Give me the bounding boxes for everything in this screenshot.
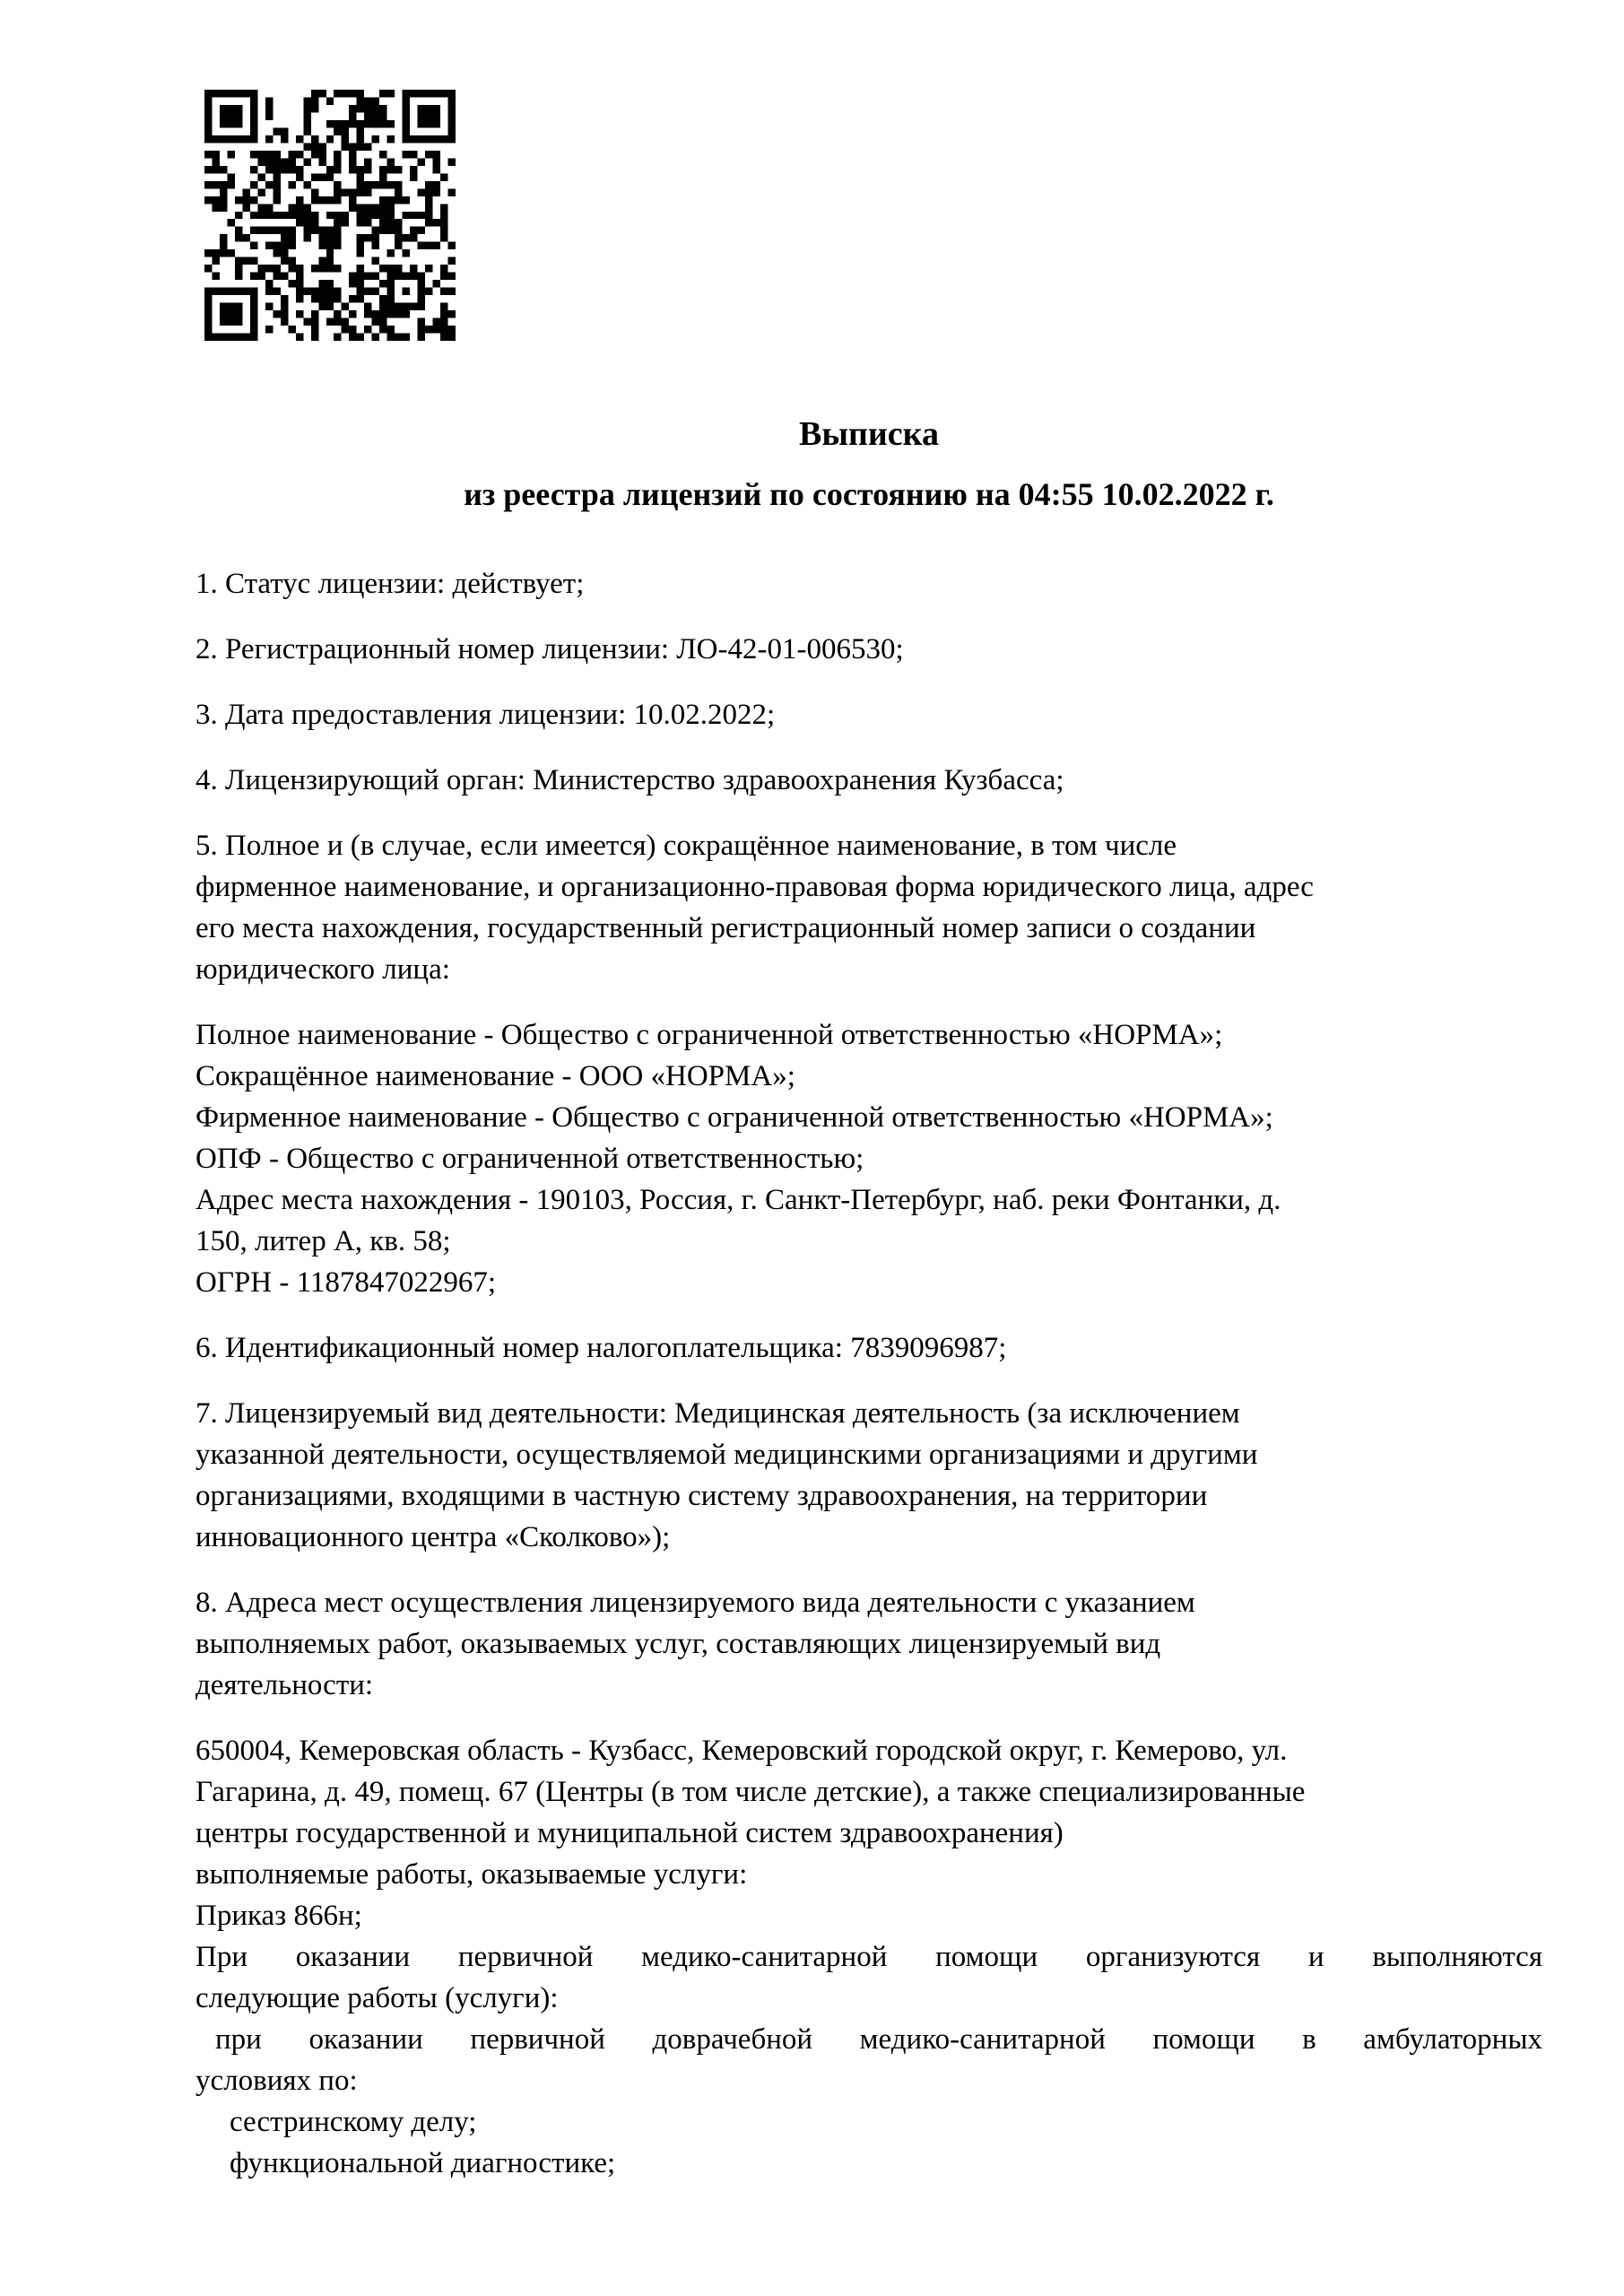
text-line: 650004, Кемеровская область - Кузбасс, Кемеровский городской округ, г. Кемерово, ул. bbox=[195, 1735, 1288, 1767]
document-body bbox=[195, 563, 1542, 2184]
text-line: 1. Статус лицензии: действует; bbox=[195, 568, 585, 600]
text-line: юридического лица: bbox=[195, 953, 450, 986]
text-line: 5. Полное и (в случае, если имеется) сокращённое наименование, в том числе bbox=[195, 830, 1177, 862]
text-line: инновационного центра «Сколково»); bbox=[195, 1521, 671, 1553]
text-line: При оказании первичной медико-санитарной помощи организуются и выполняются bbox=[195, 1941, 1542, 1973]
text-line: функциональной диагностике; bbox=[230, 2147, 616, 2179]
text-line: 4. Лицензирующий орган: Министерство здравоохранения Кузбасса; bbox=[195, 764, 1064, 796]
text-line: выполняемых работ, оказываемых услуг, составляющих лицензируемый вид bbox=[195, 1628, 1161, 1660]
text-line: Приказ 866н; bbox=[195, 1900, 362, 1932]
text-line: Адрес места нахождения - 190103, Россия, г. Санкт-Петербург, наб. реки Фонтанки, д. bbox=[195, 1184, 1281, 1216]
text-line: 150, литер А, кв. 58; bbox=[195, 1225, 451, 1257]
text-line: его места нахождения, государственный регистрационный номер записи о создании bbox=[195, 912, 1256, 944]
text-line: следующие работы (услуги): bbox=[195, 1982, 559, 2014]
paragraph-addresses-heading bbox=[195, 1582, 1542, 1706]
paragraph-grant-date bbox=[195, 694, 1542, 735]
text-line: выполняемые работы, оказываемые услуги: bbox=[195, 1858, 748, 1891]
text-line: деятельности: bbox=[195, 1669, 374, 1701]
text-line: центры государственной и муниципальной систем здравоохранения) bbox=[195, 1817, 1064, 1849]
text-line: фирменное наименование, и организационно-правовая форма юридического лица, адрес bbox=[195, 871, 1314, 903]
text-line: ОПФ - Общество с ограниченной ответственностью; bbox=[195, 1143, 864, 1175]
text-line: 7. Лицензируемый вид деятельности: Медицинская деятельность (за исключением bbox=[195, 1397, 1240, 1430]
text-line: при оказании первичной доврачебной медико-санитарной помощи в амбулаторных bbox=[215, 2023, 1542, 2056]
paragraph-entity-details bbox=[195, 1014, 1542, 1303]
text-line: ОГРН - 1187847022967; bbox=[195, 1266, 497, 1299]
text-line: указанной деятельности, осуществляемой медицинскими организациями и другими bbox=[195, 1439, 1258, 1471]
text-line: Фирменное наименование - Общество с ограниченной ответственностью «НОРМА»; bbox=[195, 1101, 1273, 1134]
text-line: 2. Регистрационный номер лицензии: ЛО-42-01-006530; bbox=[195, 633, 904, 665]
text-line: организациями, входящими в частную систему здравоохранения, на территории bbox=[195, 1480, 1208, 1512]
text-line: Полное наименование - Общество с ограниченной ответственностью «НОРМА»; bbox=[195, 1019, 1223, 1051]
text-line: 8. Адреса мест осуществления лицензируемого вида деятельности с указанием bbox=[195, 1587, 1195, 1619]
paragraph-activity-type bbox=[195, 1393, 1542, 1558]
text-line: условиях по: bbox=[195, 2065, 358, 2097]
paragraph-taxpayer-number bbox=[195, 1327, 1542, 1369]
paragraph-registration-number bbox=[195, 629, 1542, 670]
document-subtitle: из реестра лицензий по состоянию на 04:55 10.02.2022 г. bbox=[464, 476, 1274, 512]
text-line: Сокращённое наименование - ООО «НОРМА»; bbox=[195, 1060, 795, 1092]
text-line: сестринскому делу; bbox=[230, 2106, 477, 2138]
qr-code-icon bbox=[204, 90, 456, 341]
text-line: 3. Дата предоставления лицензии: 10.02.2022; bbox=[195, 699, 776, 731]
document-title: Выписка bbox=[799, 415, 939, 453]
document-header bbox=[195, 414, 1542, 515]
text-line: 6. Идентификационный номер налогоплательщика: 7839096987; bbox=[195, 1332, 1007, 1364]
paragraph-license-status bbox=[195, 563, 1542, 604]
paragraph-licensing-authority bbox=[195, 760, 1542, 801]
paragraph-entity-heading bbox=[195, 825, 1542, 990]
paragraph-addresses-details bbox=[195, 1730, 1542, 2184]
text-line: Гагарина, д. 49, помещ. 67 (Центры (в том числе детские), а также специализированные bbox=[195, 1776, 1306, 1808]
